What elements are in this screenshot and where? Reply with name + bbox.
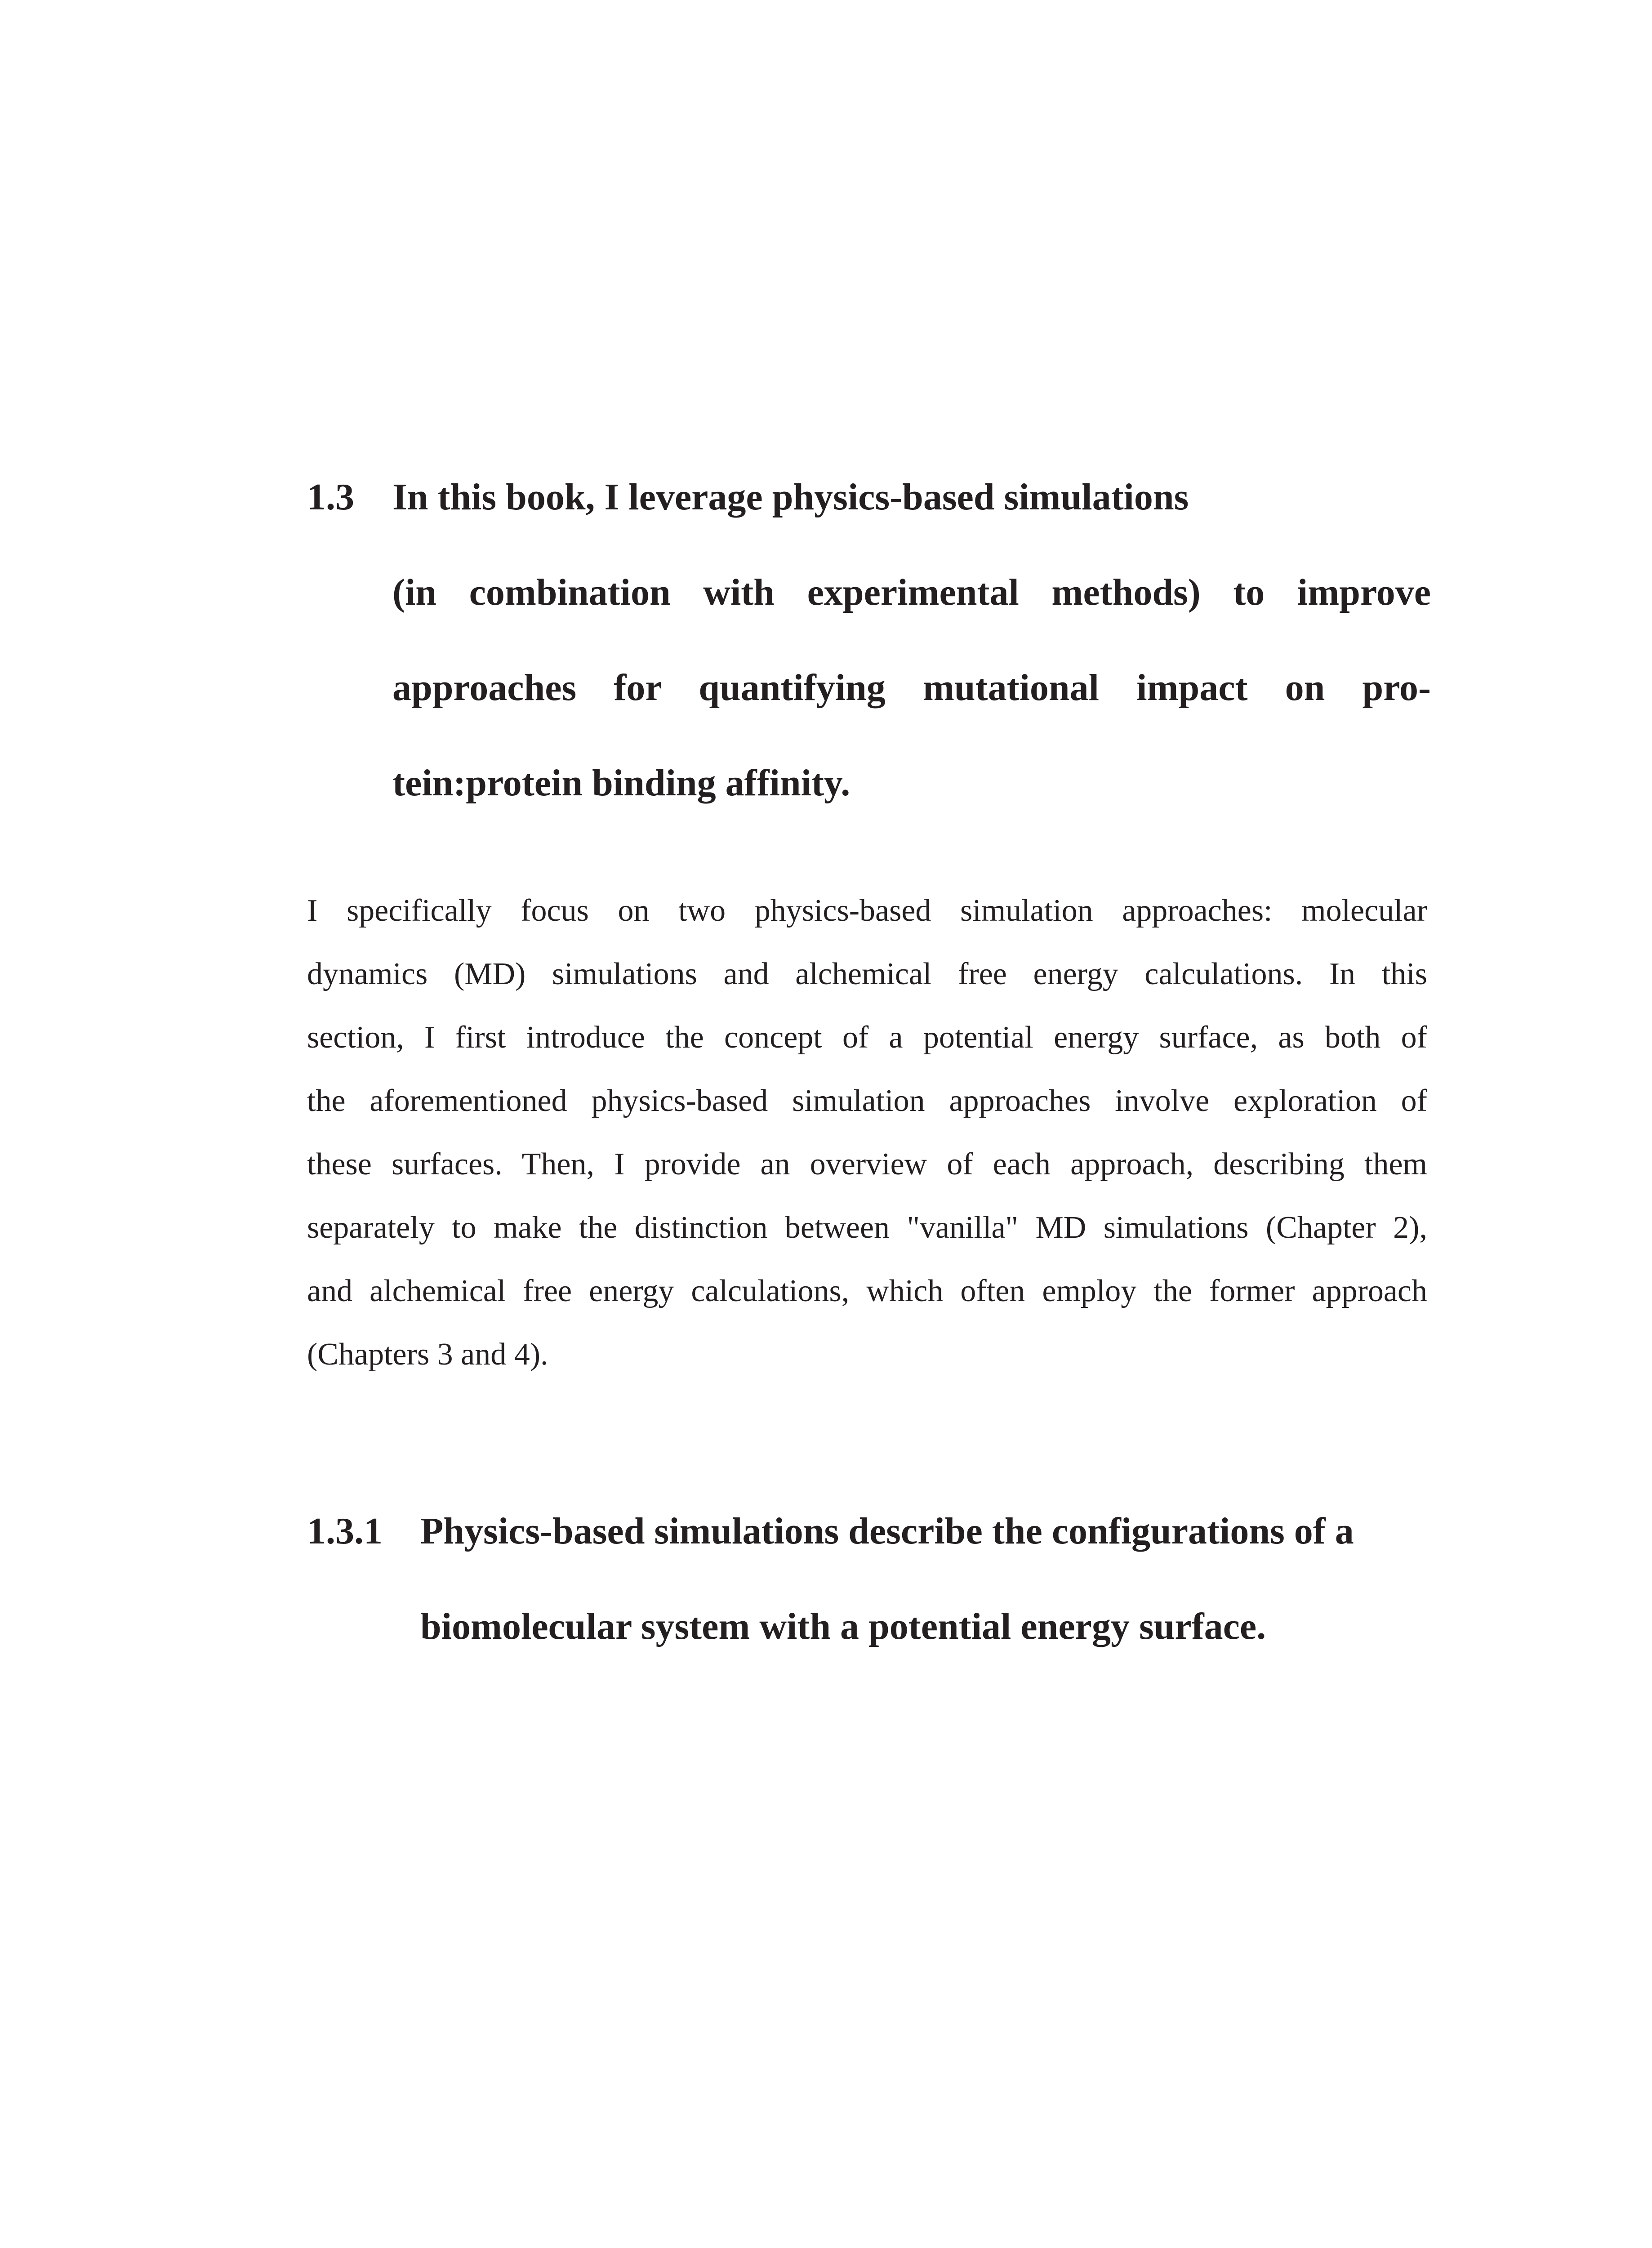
section-title xyxy=(392,450,1431,831)
paragraph-line: these surfaces. Then, I provide an overview of each approach, describing them xyxy=(307,1147,1427,1182)
paragraph-line: the aforementioned physics-based simulation approaches involve exploration of xyxy=(307,1084,1427,1118)
subsection-title-line: Physics-based simulations describe the configurations of a xyxy=(420,1510,1354,1552)
body-paragraph xyxy=(307,879,1427,1386)
subsection-number: 1.3.1 xyxy=(307,1510,383,1552)
section-heading xyxy=(307,450,1431,831)
paragraph-line: separately to make the distinction between "vanilla" MD simulations (Chapter 2), xyxy=(307,1210,1427,1245)
subsection-title-line: biomolecular system with a potential energy surface. xyxy=(420,1606,1266,1647)
section-title-line: (in combination with experimental methods) to improve xyxy=(392,571,1431,613)
section-title-line: In this book, I leverage physics-based simulations xyxy=(392,476,1189,518)
section-number: 1.3 xyxy=(307,476,354,518)
subsection-heading xyxy=(307,1484,1431,1674)
section-title-line: approaches for quantifying mutational impact on pro- xyxy=(392,667,1431,709)
section-title-line: tein:protein binding affinity. xyxy=(392,762,850,804)
paragraph-line: (Chapters 3 and 4). xyxy=(307,1337,548,1372)
paragraph-line: section, I first introduce the concept of a potential energy surface, as both of xyxy=(307,1020,1427,1055)
paragraph-line: dynamics (MD) simulations and alchemical free energy calculations. In this xyxy=(307,957,1427,991)
paragraph-line: I specifically focus on two physics-based simulation approaches: molecular xyxy=(307,893,1427,928)
paragraph-line: and alchemical free energy calculations, which often employ the former approach xyxy=(307,1274,1427,1308)
subsection-title xyxy=(420,1484,1431,1674)
